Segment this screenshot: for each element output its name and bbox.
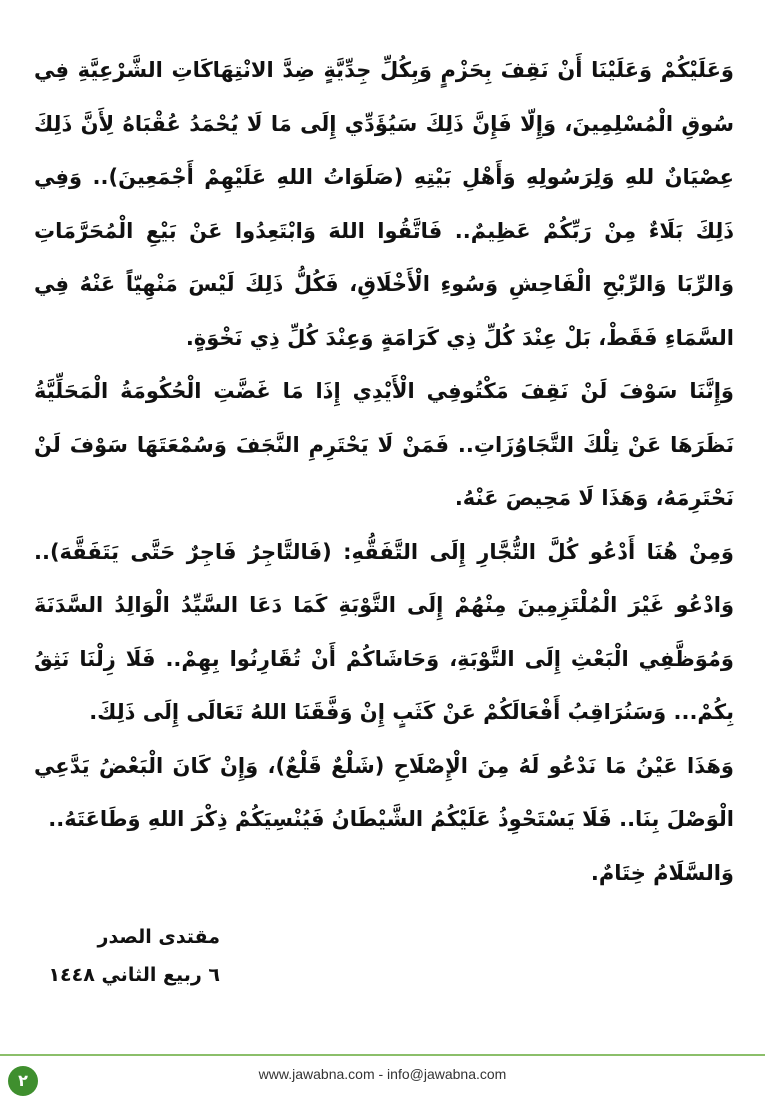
paragraph-3: وَمِنْ هُنَا أَدْعُو كُلَّ التُّجَّارِ إِلَى التَّفَقُّهِ: (فَالتَّاجِرُ فَاجِرٌ حَتَّى يَتَفَقَّهَ).. وَادْعُو غَيْرَ الْمُلْتَزِمِينَ مِنْهُمْ إِلَى التَّوْبَةِ كَمَا دَعَا السَّيِّدُ الْوَالِدُ السَّدَنَةَ وَمُوَظَّفِي الْبَعْثِ إِلَى التَّوْبَةِ، وَحَاشَاكُمْ أَنْ تُقَارِنُوا بِهِمْ.. فَلَا زِلْنَا نَثِقُ بِكُمْ... وَسَنُرَاقِبُ أَفْعَالَكُمْ عَنْ كَثَبٍ إِنْ وَفَّقَنَا اللهُ تَعَالَى إِلَى ذَلِكَ. bbox=[34, 539, 734, 724]
paragraph-2: وَإِنَّنَا سَوْفَ لَنْ نَقِفَ مَكْتُوفِي الْأَيْدِي إِذَا مَا غَضَّتِ الْحُكُومَةُ الْمَحَلِّيَّةُ نَظَرَهَا عَنْ تِلْكَ التَّجَاوُزَاتِ.. فَمَنْ لَا يَحْتَرِمِ النَّجَفَ وَسُمْعَتَهَا سَوْفَ لَنْ نَحْتَرِمَهُ، وَهَذَا لَا مَحِيصَ عَنْهُ. bbox=[34, 379, 734, 510]
signature-date: ٦ ربيع الثاني ١٤٤٨ bbox=[48, 964, 220, 986]
letter-body bbox=[34, 44, 734, 900]
signature-name: مقتدى الصدر bbox=[97, 926, 220, 948]
signature-block bbox=[40, 918, 220, 994]
paragraph-4: وَهَذَا عَيْنُ مَا نَدْعُو لَهُ مِنَ الْإِصْلَاحِ (شَلْعٌ قَلْعٌ)، وَإِنْ كَانَ الْبَعْضُ يَدَّعِي الْوَصْلَ بِنَا.. فَلَا يَسْتَحْوِذُ عَلَيْكُمُ الشَّيْطَانُ فَيُنْسِيَكُمْ ذِكْرَ اللهِ وَطَاعَتَهُ.. bbox=[34, 753, 734, 831]
footer-contact[interactable]: www.jawabna.com - info@jawabna.com bbox=[258, 1066, 507, 1082]
footer-divider bbox=[0, 1054, 765, 1056]
page-number-badge: ٢ bbox=[8, 1066, 38, 1096]
paragraph-1: وَعَلَيْكُمْ وَعَلَيْنَا أَنْ نَقِفَ بِحَزْمٍ وَبِكُلِّ جِدِّيَّةٍ ضِدَّ الانْتِهَاكَاتِ الشَّرْعِيَّةِ فِي سُوقِ الْمُسْلِمِينَ، وَإِلّا فَإِنَّ ذَلِكَ سَيُؤَدِّي إِلَى مَا لَا يُحْمَدُ عُقْبَاهُ لِأَنَّ ذَلِكَ عِصْيَانٌ للهِ وَلِرَسُولِهِ وَأَهْلِ بَيْتِهِ (صَلَوَاتُ اللهِ عَلَيْهِمْ أَجْمَعِينَ).. وَفِي ذَلِكَ بَلَاءٌ مِنْ رَبِّكُمْ عَظِيمٌ.. فَاتَّقُوا اللهَ وَابْتَعِدُوا عَنْ بَيْعِ الْمُحَرَّمَاتِ وَالرِّبَا وَالرِّبْحِ الْفَاحِشِ وَسُوءِ الْأَخْلَاقِ، فَكُلُّ ذَلِكَ لَيْسَ مَنْهِيّاً عَنْهُ فِي السَّمَاءِ فَقَطْ، بَلْ عِنْدَ كُلِّ ذِي كَرَامَةٍ وَعِنْدَ كُلِّ ذِي نَخْوَةٍ. bbox=[34, 58, 734, 350]
closing-line: وَالسَّلَامُ خِتَامٌ. bbox=[590, 860, 734, 885]
